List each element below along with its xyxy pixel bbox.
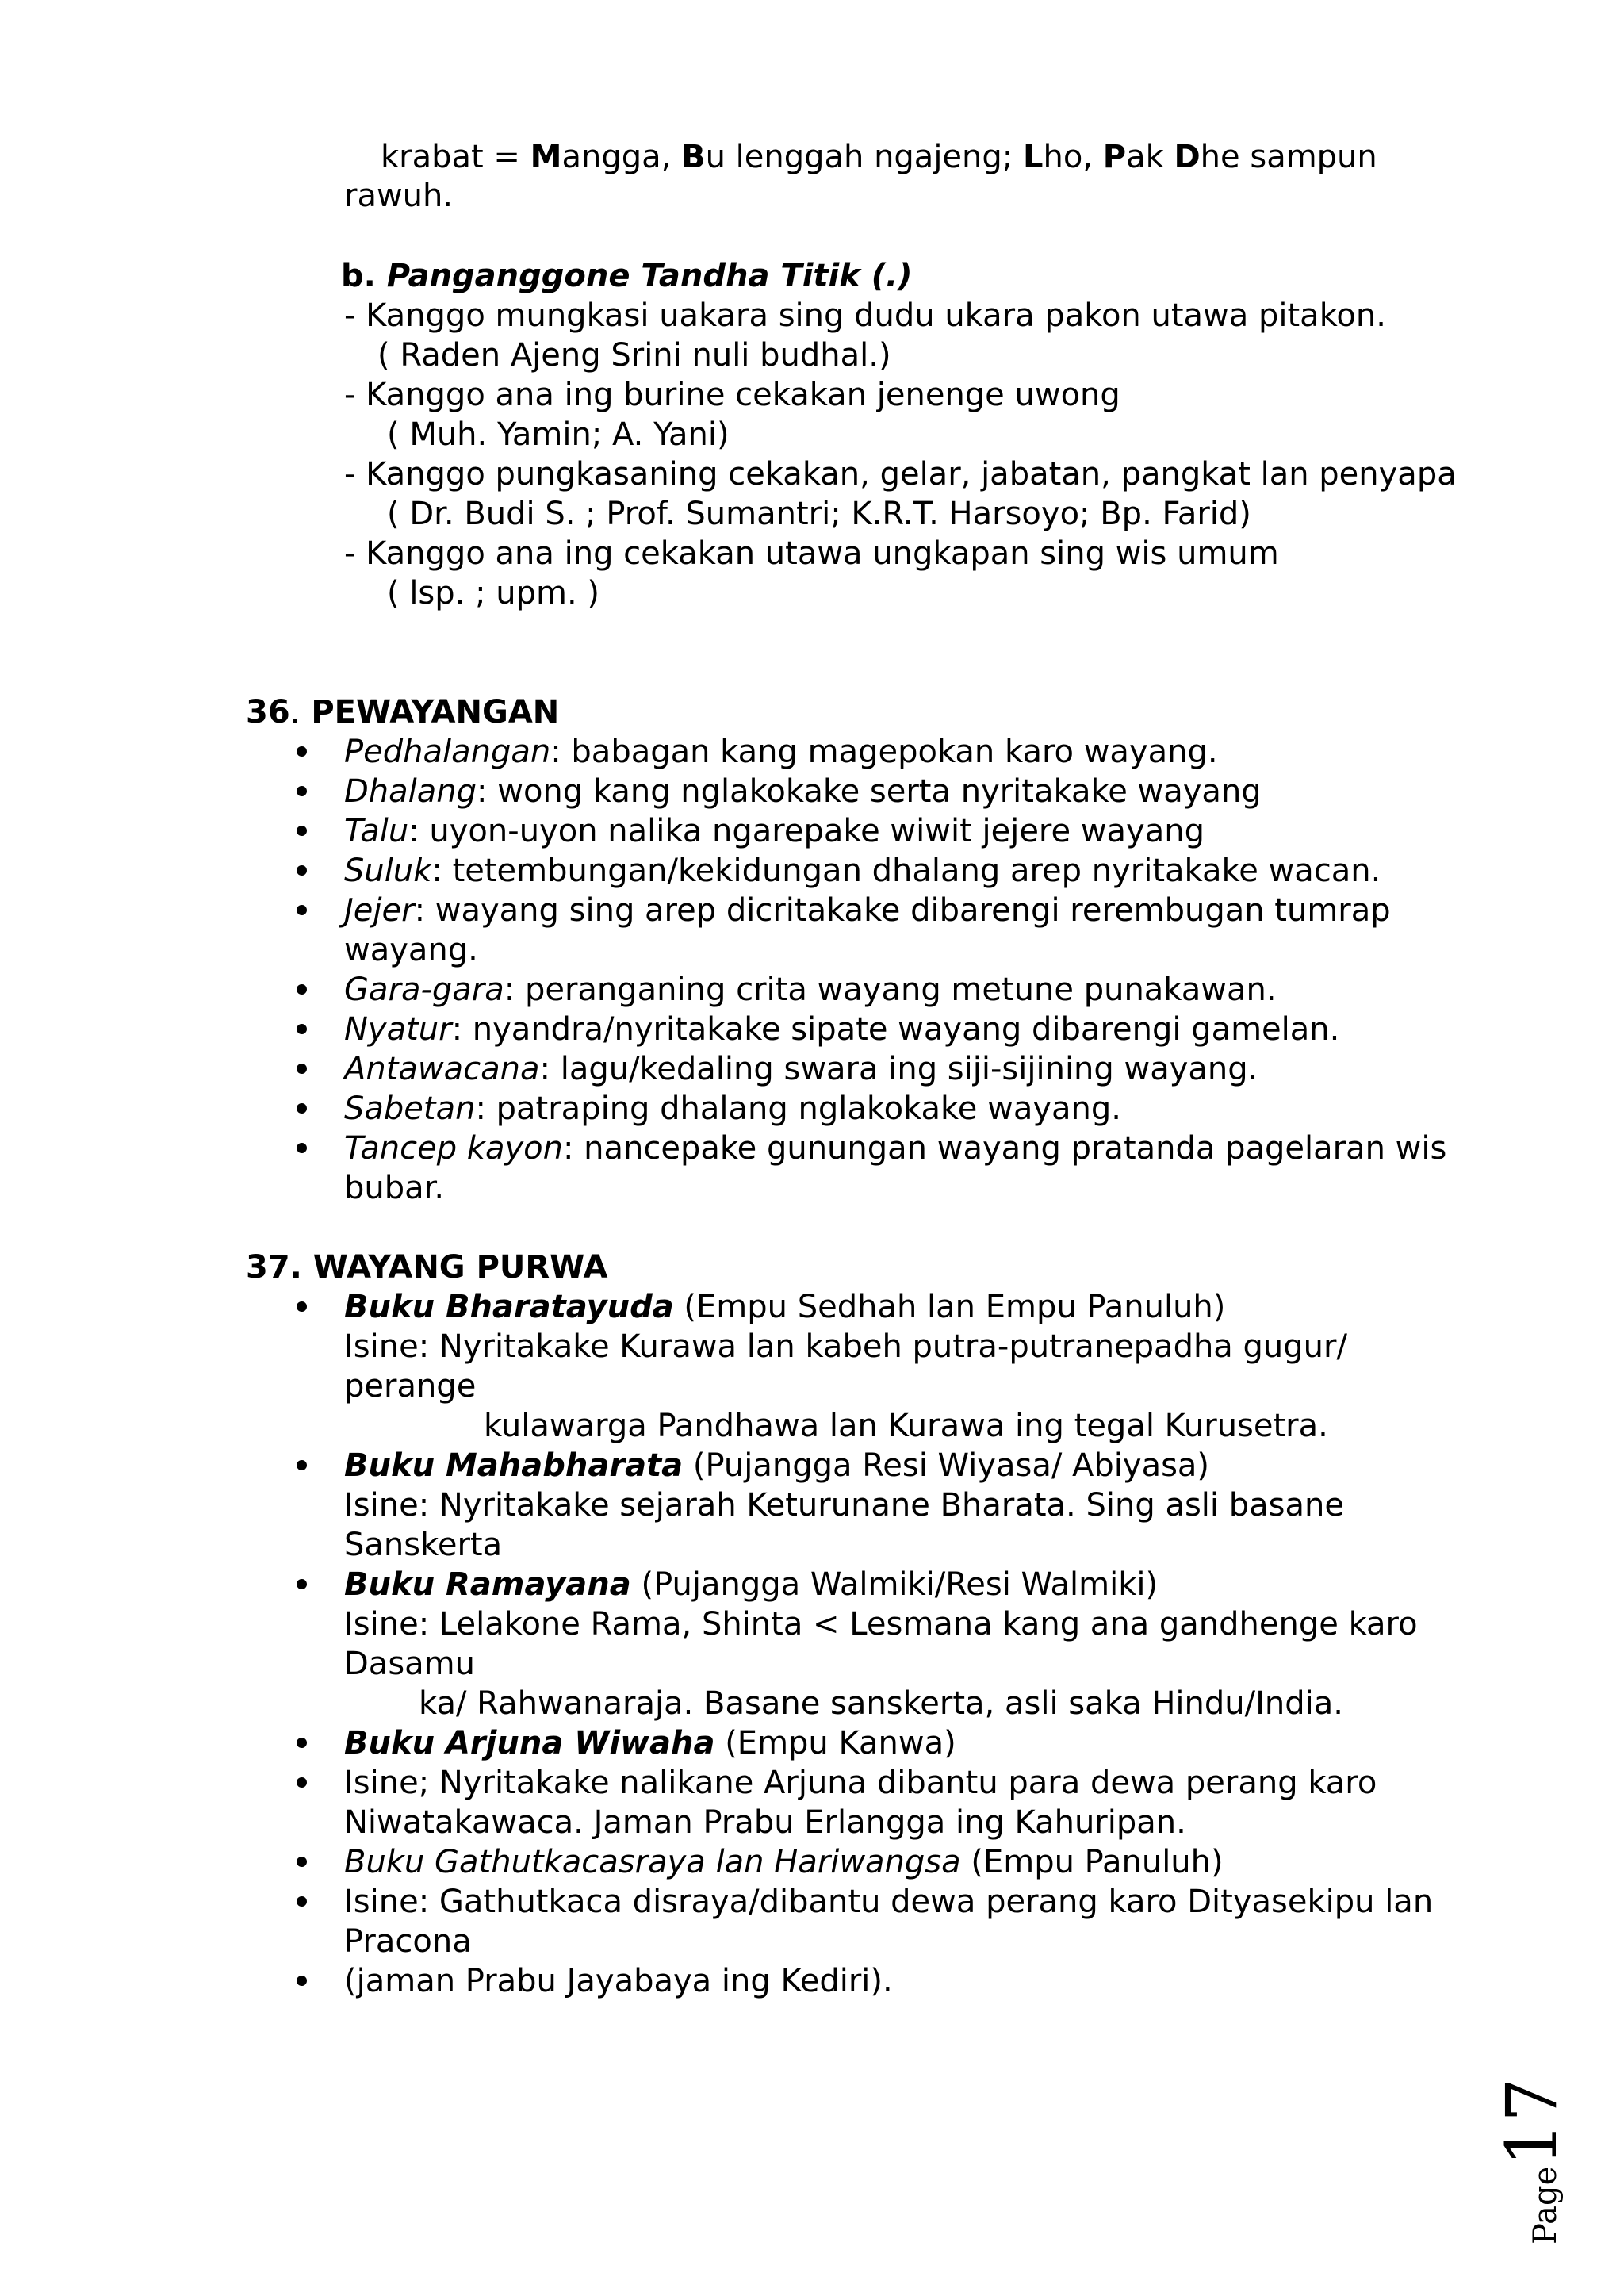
page-label: Page [1527,2166,1564,2244]
list-item-continuation: kulawarga Pandhawa lan Kurawa ing tegal Kurusetra. [484,1408,1328,1444]
bullet-icon [297,1896,307,1907]
rule-line: - Kanggo pungkasaning cekakan, gelar, jabatan, pangkat lan penyapa [344,456,1457,493]
list-item: (jaman Prabu Jayabaya ing Kediri). [344,1963,893,1999]
rule-line: - Kanggo ana ing cekakan utawa ungkapan sing wis umum [344,535,1279,572]
book-title: Buku Mahabharata [344,1447,684,1484]
term: Jejer [344,892,415,929]
example-line: ( lsp. ; upm. ) [387,575,600,611]
list-item [344,736,1218,768]
term: Talu [344,813,409,849]
subsection-heading [341,260,913,292]
list-item-continuation: Pracona [344,1923,472,1960]
bullet-icon [297,1064,307,1074]
definition: : babagan kang magepokan karo wayang. [550,734,1218,770]
list-item-continuation: Isine: Lelakone Rama, Shinta < Lesmana kang ana gandhenge karo [344,1606,1418,1642]
section-heading [246,696,559,728]
book-author: (Empu Panuluh) [960,1844,1224,1880]
bullet-icon [297,1460,307,1470]
example-line: ( Muh. Yamin; A. Yani) [387,416,730,453]
text: he sampun [1200,139,1377,175]
list-item [344,815,1205,847]
bullet-icon [297,1143,307,1153]
list-item-continuation: ka/ Rahwanaraja. Basane sanskerta, asli saka Hindu/India. [419,1685,1343,1722]
subsection-title: Panganggone Tandha Titik (.) [386,258,913,294]
list-item [344,1846,1224,1878]
definition: : nyandra/nyritakake sipate wayang dibarengi gamelan. [451,1011,1340,1048]
term: Pedhalangan [344,734,551,770]
list-item [344,1566,1159,1603]
list-item [344,892,1391,929]
bullet-icon [297,1024,307,1034]
book-author: (Empu Kanwa) [714,1725,956,1761]
rule-line: - Kanggo ana ing burine cekakan jenenge uwong [344,377,1120,413]
list-item [344,1130,1447,1167]
list-item-continuation: Dasamu [344,1646,475,1682]
definition: : wong kang nglakokake serta nyritakake wayang [477,773,1262,810]
example-line: ( Raden Ajeng Srini nuli budhal.) [377,337,891,374]
definition: : wayang sing arep dicritakake dibarengi rerembugan tumrap [414,892,1391,929]
text: u lenggah ngajeng; [705,139,1023,175]
bold-initial: B [681,139,706,175]
book-title: Buku Gathutkacasraya lan Hariwangsa [344,1844,961,1880]
bold-initial: M [530,139,562,175]
bullet-icon [297,1738,307,1748]
term: Suluk [344,853,432,889]
bullet-icon [297,1579,307,1589]
list-item: Isine; Nyritakake nalikane Arjuna dibantu para dewa perang karo [344,1765,1377,1801]
bullet-icon [297,826,307,836]
list-item [344,1727,956,1759]
term: Antawacana [344,1051,540,1087]
bullet-icon [297,865,307,876]
text: krabat = [381,139,530,175]
list-item [344,1447,1210,1484]
term: Dhalang [344,773,477,810]
book-author: (Pujangga Walmiki/Resi Walmiki) [630,1566,1159,1603]
term: Tancep kayon [344,1130,563,1167]
section-heading: 37. WAYANG PURWA [246,1249,608,1286]
text: ho, [1043,139,1103,175]
rule-line: - Kanggo mungkasi uakara sing dudu ukara pakon utawa pitakon. [344,297,1386,334]
definition: : tetembungan/kekidungan dhalang arep nyritakake wacan. [431,853,1381,889]
definition: : lagu/kedaling swara ing siji-sijining wayang. [539,1051,1258,1087]
list-item [344,1053,1258,1085]
section-title: PEWAYANGAN [300,694,560,730]
text: angga, [561,139,682,175]
bullet-icon [297,984,307,995]
list-item-continuation: Niwatakawaca. Jaman Prabu Erlangga ing Kahuripan. [344,1804,1186,1841]
bold-initial: L [1022,139,1044,175]
definition: : nancepake gunungan wayang pratanda pagelaran wis [562,1130,1447,1167]
book-title: Buku Ramayana [344,1566,631,1603]
bold-initial: D [1174,139,1201,175]
bullet-icon [297,1103,307,1114]
definition: : patraping dhalang nglakokake wayang. [475,1091,1121,1127]
book-author: (Pujangga Resi Wiyasa/ Abiyasa) [683,1447,1210,1484]
list-item-continuation: wayang. [344,932,478,968]
bullet-icon [297,1777,307,1788]
list-item [344,773,1262,810]
list-item-continuation: Sanskerta [344,1527,503,1563]
list-item-continuation: Isine: Nyritakake sejarah Keturunane Bharata. Sing asli basane [344,1487,1344,1524]
example-line: ( Dr. Budi S. ; Prof. Sumantri; K.R.T. Harsoyo; Bp. Farid) [387,496,1251,532]
bullet-icon [297,905,307,915]
paragraph-line [381,141,1377,173]
list-item [344,974,1277,1006]
bullet-icon [297,1976,307,1986]
book-title: Buku Arjuna Wiwaha [344,1725,715,1761]
page-number-rotated [1491,2077,1586,2244]
definition: : uyon-uyon nalika ngarepake wiwit jejere wayang [408,813,1205,849]
term: Sabetan [344,1091,476,1127]
bold-initial: P [1102,139,1127,175]
list-item: Isine: Gathutkaca disraya/dibantu dewa perang karo Dityasekipu lan [344,1884,1434,1920]
page-number-value: 17 [1491,2077,1572,2167]
bullet-icon [297,786,307,796]
list-item-continuation: perange [344,1368,477,1405]
list-item [344,1093,1121,1125]
list-item [344,1011,1340,1048]
text: ak [1126,139,1174,175]
bullet-icon [297,1857,307,1867]
list-item-continuation: Isine: Nyritakake Kurawa lan kabeh putra-putranepadha gugur/ [344,1328,1347,1365]
bullet-icon [297,746,307,757]
book-title: Buku Bharatayuda [344,1289,674,1325]
term: Gara-gara [344,972,504,1008]
section-number: 36 [246,694,290,730]
book-author: (Empu Sedhah lan Empu Panuluh) [673,1289,1226,1325]
page-number [1491,2077,1586,2244]
list-item-continuation: bubar. [344,1170,445,1206]
paragraph-line: rawuh. [344,178,454,214]
term: Nyatur [344,1011,452,1048]
list-item [344,1291,1225,1323]
list-item [344,855,1381,887]
definition: : peranganing crita wayang metune punakawan. [504,972,1277,1008]
section-dot: . [289,694,301,730]
bullet-icon [297,1301,307,1312]
subsection-letter: b. [341,258,387,294]
